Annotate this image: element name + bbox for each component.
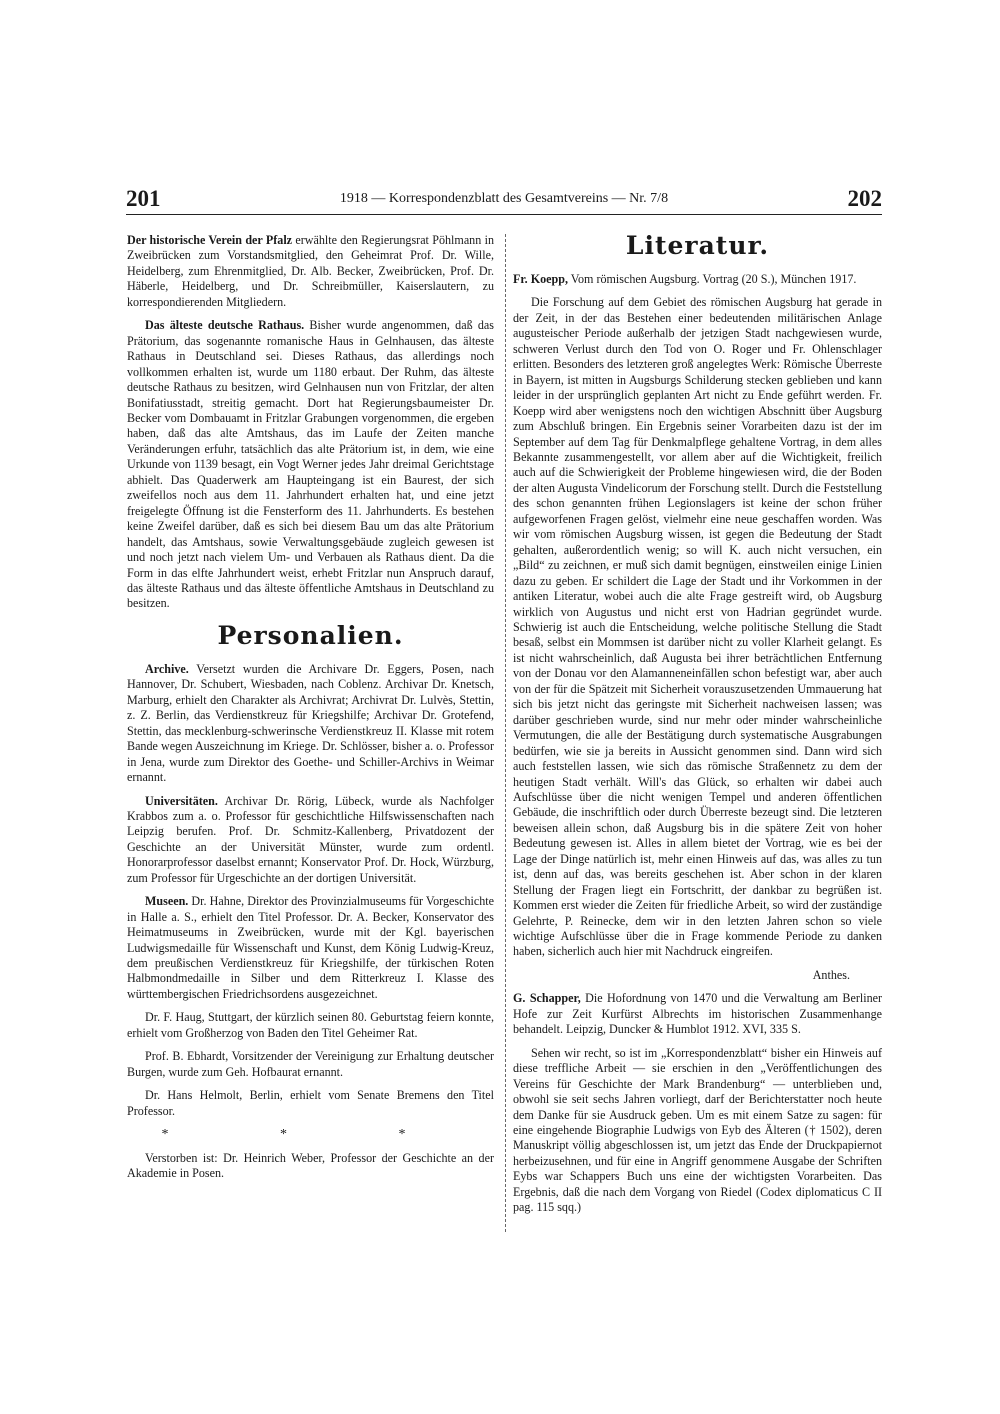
author-schapper: G. Schapper, [513, 991, 581, 1006]
heading-personalien: Personalien. [217, 620, 404, 650]
text-pfalz: erwählte den Regierungsrat Pöhlmann in Zweibrücken zum Vorstandsmitglied, den Geheimrat Prof. Dr. Wille, Heidelberg, zum Ehrenmitglied, Dr. Alb. Becker, Zweibrücken, Prof. Dr. Häberle, Heidelberg, und Dr. Schreibmüller, Kaiserslautern, zu korrespondierenden Mitgliedern. [127, 233, 494, 309]
text-museen: Dr. Hahne, Direktor des Provinzialmuseums für Vorgeschichte in Halle a. S., erhielt den Titel Professor. Dr. A. Becker, Konservator des Heimatmuseums in Zweibrücken, wurde mit der Kgl. bayerischen Ludwigsmedaille für Wissenschaft und Kunst, dem König Ludwig-Kreuz, dem preußischen Verdienstkreuz für Kriegshilfe, der türkischen Roten Halbmondmedaille in Silber und dem Ritterkreuz I. Klasse des württembergischen Friedrichsordens ausgezeichnet. [127, 894, 494, 1001]
reviewer-signature: Anthes. [812, 967, 850, 982]
review-schapper-body: Sehen wir recht, so ist im „Korrespondenzblatt“ bisher ein Hinweis auf diese treffliche Arbeit — sie erschien in den „Veröffentlichungen des Vereins für Geschichte der Mark Brandenburg“ — unterblieben und, obwohl sie seit sechs Jahren vorliegt, darf der Berichterstatter noch heute dem Danke für sie Ausdruck geben. Um es mit einem Satze zu sagen: für eine eingehende Biographie Ludwigs von Eyb des Älteren († 1502), deren Manuskript völlig abgeschlossen ist, um jetzt das Ende der Druckpapiernot herbeizusehnen, und für eine in Angriff genommene Ausgabe der Schriften Eybs war Schappers Buch uns eine der wichtigsten Vorarbeiten. Das Ergebnis, daß die nach dem Vorgang von Riedel (Codex diplomaticus C II pag. 115 sqq.) [513, 1045, 882, 1215]
lead-pfalz: Der historische Verein der Pfalz [127, 233, 293, 247]
paragraph-haug: Dr. F. Haug, Stuttgart, der kürzlich seinen 80. Geburtstag feiern konnte, erhielt vom Großherzog von Baden den Titel Geheimer Rat. [127, 1010, 494, 1040]
lead-archive: Archive. [145, 661, 189, 676]
page-number-right: 202 [847, 186, 882, 211]
citation-koepp: Vom römischen Augsburg. Vortrag (20 S.), München 1917. [568, 272, 857, 286]
paragraph-rathaus [127, 318, 494, 612]
column-divider [505, 234, 506, 1232]
paragraph-museen [127, 894, 494, 1002]
citation-schapper: Die Hofordnung von 1470 und die Verwaltung am Berliner Hofe zur Zeit Kurfürst Albrechts im historischen Zusammenhange behandelt. Leipzig, Duncker & Humblot 1912. XVI, 335 S. [513, 991, 883, 1037]
paragraph-archive [127, 662, 494, 786]
section-asterisks: * * * [161, 1127, 460, 1143]
paragraph-universitaeten [127, 794, 494, 887]
review-koepp-body: Die Forschung auf dem Gebiet des römischen Augsburg hat gerade in der Zeit, in der das Bestehen einer bedeutenden militärischen Anlage augusteischer Periode außerhalb der jetzigen Stadt nachgewiesen wurde, schweren Verlust durch den Tod von O. Roger und Fr. Ohlenschlager erlitten. Besonders des letzteren groß angelegtes Werk: Römische Überreste in Bayern, ist mitten in Augsburgs Schilderung stecken geblieben und kann leider in der ursprünglich geplanten Art nicht zu Ende geführt werden. Fr. Koepp wird aber wenigstens noch den wichtigen Abschnitt über Augsburg zum Abschluß bringen. Ein Ergebnis seiner Vorarbeiten dazu ist der im September auf dem Tag für Denkmalpflege gehaltene Vortrag, in dem alles Bekannte zusammengestellt, vor allem aber auf die Wichtigkeit, freilich auch auf die Schwierigkeit der Probleme hingewiesen wird, die der Boden der alten Augusta Vindelicorum der Forschung stellt. Durch die Feststellung des schon genannten frühen Legionslagers ist keine der schon früher aufgeworfenen Fragen gelöst, vielmehr eine neue geschaffen worden. Was wir vom römischen Augsburg wissen, ist gegen die Bedeutung der Stadt gehalten, außerordentlich wenig; so will K. auch nicht versuchen, ein „Bild“ zu zeichnen, er muß sich damit begnügen, einstweilen einige Linien dazu zu geben. Er schildert die Lage der Stadt und ihr Vorkommen in der antiken Literatur, wobei auch die alte Frage gestreift wird, ob Augsburg wirklich von Augustus und nicht erst von Hadrian gegründet wurde. Schwierig ist auch die Entscheidung, welche politische Stellung die Stadt besaß, selbst ein Mommsen ist darüber nicht zu voller Klarheit gelangt. Es ist nicht wahrscheinlich, daß Augusta bei ihrer beträchtlichen Entfernung von der Donau vor den Alamanneneinfällen schon befestigt war, aber auch von der für die Spätzeit mit Sicherheit vorauszusetzenden Ummauerung hat sich bis jetzt nicht das geringste mit Sicherheit nachweisen lassen; was darüber geschrieben wurde, sind nur mehr oder minder wahrscheinliche Vermutungen, die alle der Bestätigung durch systematische Ausgrabungen bedürfen, wie sie ja bereits in Aussicht genommen sind. Dann wird sich auch feststellen lassen, wie sich das römische Straßennetz zu dem der heutigen Stadt verhält. Will's das Glück, so erhalten wir dabei auch Aufschlüsse über die nicht wenigen Tempel und anderen öffentlichen Gebäude, die inschriftlich oder durch Überreste bezeugt sind. Die letzteren beweisen allein schon, daß Augsburg bis in die spätere Zeit von hoher Bedeutung gewesen ist. Alles in allem bietet der Vortrag, wie es bei der Lage der Dinge natürlich ist, mehr einen Hinweis auf das, was alles zu tun ist, denn auf das, was bereits geschehen ist. Aber schon in der klaren Stellung der Fragen liegt ein Fortschritt, der dankbar zu begrüßen ist. Kommen erst wieder die Zeiten für friedliche Arbeit, so wird der zuständige Gelehrte, P. Reinecke, dem wir in den letzten Jahren schon so viele wichtige Aufschlüsse über die in Frage kommende Periode zu danken haben, sicherlich auch hier mit Nachdruck eingreifen. [513, 295, 882, 959]
running-title: 1918 — Korrespondenzblatt des Gesamtvereins — Nr. 7/8 [339, 191, 669, 206]
page-header [126, 186, 882, 212]
paragraph-helmolt: Dr. Hans Helmolt, Berlin, erhielt vom Senate Bremens den Titel Professor. [127, 1088, 494, 1118]
right-column [513, 230, 882, 1224]
author-koepp: Fr. Koepp, [513, 272, 568, 286]
paragraph-verstorben: Verstorben ist: Dr. Heinrich Weber, Professor der Geschichte an der Akademie in Posen. [127, 1150, 494, 1181]
page-number-left: 201 [126, 186, 161, 211]
paragraph-pfalz [127, 233, 494, 310]
heading-literatur: Literatur. [625, 231, 770, 260]
text-archive: Versetzt wurden die Archivare Dr. Eggers, Posen, nach Hannover, Dr. Schubert, Wiesbaden, nach Coblenz. Archivar Dr. Knetsch, Marburg, erhielt den Charakter als Archivrat; Archivrat Dr. Lulvès, Stettin, z. Z. Berlin, das Verdienstkreuz für Kriegshilfe; Archivar Dr. Grotefend, Stettin, das mecklenburg-schwerinsche Verdienstkreuz II. Klasse mit rotem Bande wegen Auszeichnung im Kriege. Dr. Schlösser, bisher a. o. Professor in Jena, wurde zum Direktor des Goethe- und Schiller-Archivs in Weimar ernannt. [127, 661, 494, 785]
left-column [127, 233, 494, 1189]
lead-rathaus: Das älteste deutsche Rathaus. [145, 318, 305, 333]
review-schapper-citation [513, 991, 882, 1037]
lead-museen: Museen. [145, 894, 189, 909]
review-koepp-citation [513, 272, 882, 287]
header-rule [126, 214, 882, 215]
paragraph-ebhardt: Prof. B. Ebhardt, Vorsitzender der Vereinigung zur Erhaltung deutscher Burgen, wurde zum Geh. Hofbaurat ernannt. [127, 1049, 494, 1079]
text-universitaeten: Archivar Dr. Rörig, Lübeck, wurde als Nachfolger Krabbos zum a. o. Professor für geschichtliche Hilfswissenschaften nach Leipzig berufen. Prof. Dr. Schmitz-Kallenberg, Privatdozent der Geschichte an der Universität Münster, wurde zum ordentl. Honorarprofessor daselbst ernannt; Konservator Prof. Dr. Hock, Würzburg, zum Professor für Urgeschichte an der dortigen Universität. [127, 793, 494, 885]
lead-universitaeten: Universitäten. [145, 793, 218, 808]
text-rathaus: Bisher wurde angenommen, daß das Prätorium, das sogenannte romanische Haus in Gelnhausen, das älteste Rathaus in Deutschland sei. Dieses Rathaus, das allerdings noch vollkommen erhalten ist, wurde um 1180 erbaut. Der Ruhm, das älteste deutsche Rathaus zu besitzen, wird Gelnhausen nun von Fritzlar, der alten Bonifatiusstadt, streitig gemacht. Dort hat Regierungsbaumeister Dr. Becker vom Dombauamt in Fritzlar Grabungen vorgenommen, die ergeben haben, daß das alte Amtshaus, das im Laufe der Zeiten manche Veränderungen erfuhr, tatsächlich das alte Prätorium ist, in dem, wie eine Urkunde von 1139 besagt, ein Vogt Werner jedes Jahr dreimal Gerichtstage abhielt. Das Quaderwerk am Haupteingang ist ein Baurest, der sich zweifellos noch aus dem 11. Jahrhundert erhalten hat, und eine jetzt freigelegte Öffnung ist die Fensterform des 11. Jahrhunderts. Es bestehen keine Zweifel darüber, daß es sich bei diesem Bau um das alte Prätorium handelt, das Amtshaus, sowie Verwaltungsgebäude zugleich gewesen ist und noch jetzt nach vielem Um- und Verbauen als Rathaus dient. Da die Form in das elfte Jahrhundert weist, erhebt Fritzlar nun Anspruch darauf, das älteste Rathaus und das älteste öffentliche Amtshaus in Deutschland zu besitzen. [127, 318, 494, 611]
